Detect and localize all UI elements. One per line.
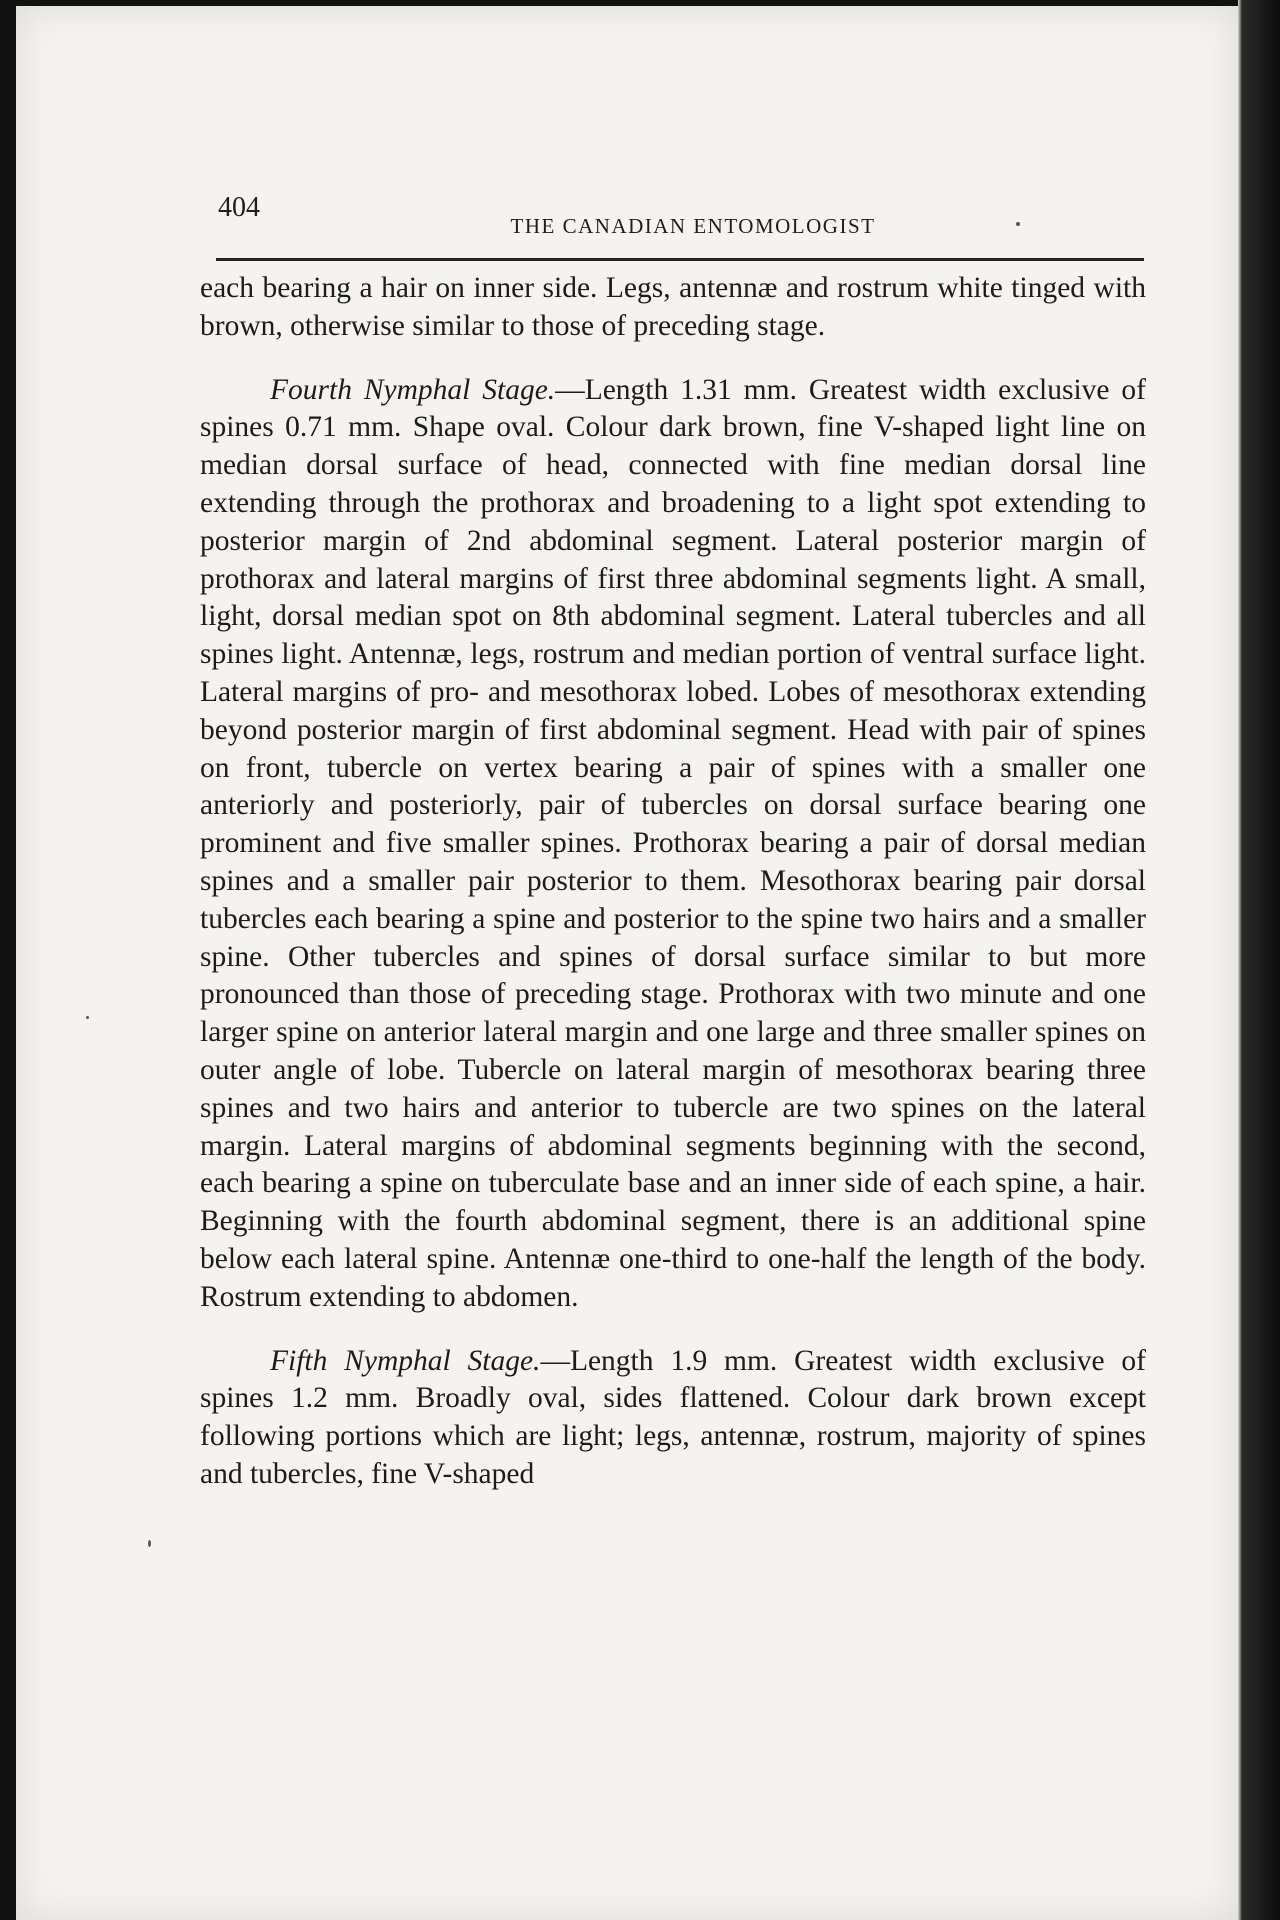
paragraph-text: each bearing a hair on inner side. Legs, antennæ and rostrum white tinged with brown, otherwise similar to those of preceding stage.	[200, 272, 1146, 342]
dust-speck	[148, 1540, 151, 1547]
paragraph-text: —Length 1.9 mm. Greatest width exclusive of spines 1.2 mm. Broadly oval, sides flattened. Colour dark brown except following portions which are light; legs, antennæ, rostrum, majority of spines and tubercles, fine V-shaped	[200, 1344, 1147, 1490]
dust-speck	[86, 1016, 89, 1019]
page-header	[218, 192, 1138, 236]
section-heading: Fourth Nymphal Stage.	[270, 373, 556, 406]
paragraph-continuation	[200, 270, 1146, 346]
paragraph-fifth-nymphal-stage	[200, 1343, 1146, 1494]
running-title: THE CANADIAN ENTOMOLOGIST	[510, 214, 876, 238]
binding-shadow	[1238, 0, 1280, 1920]
article-body	[200, 270, 1146, 1494]
header-rule	[216, 258, 1144, 261]
paragraph-fourth-nymphal-stage	[200, 372, 1146, 1317]
paragraph-text: —Length 1.31 mm. Greatest width exclusive of spines 0.71 mm. Shape oval. Colour dark brown, fine V-shaped light line on median dorsal surface of head, connected with fine median dorsal line extending through the prothorax and broadening to a light spot extending to posterior margin of 2nd abdominal segment. Lateral posterior margin of prothorax and lateral margins of first three abdominal segments light. A small, light, dorsal median spot on 8th abdominal segment. Lateral tubercles and all spines light. Antennæ, legs, rostrum and median portion of ventral surface light. Lateral margins of pro- and mesothorax lobed. Lobes of mesothorax extending beyond posterior margin of first abdominal segment. Head with pair of spines on front, tubercle on vertex bearing a pair of spines with a smaller one anteriorly and posteriorly, pair of tubercles on dorsal surface bearing one prominent and five smaller spines. Prothorax bearing a pair of dorsal median spines and a smaller pair posterior to them. Mesothorax bearing pair dorsal tubercles each bearing a spine and posterior to the spine two hairs and a smaller spine. Other tubercles and spines of dorsal surface similar to but more pronounced than those of preceding stage. Prothorax with two minute and one larger spine on anterior lateral margin and one large and three smaller spines on outer angle of lobe. Tubercle on lateral margin of mesothorax bearing three spines and two hairs and anterior to tubercle are two spines on the lateral margin. Lateral margins of abdominal segments beginning with the second, each bearing a spine on tuberculate base and an inner side of each spine, a hair. Beginning with the fourth abdominal segment, there is an additional spine below each lateral spine. Antennæ one-third to one-half the length of the body. Rostrum extending to abdomen.	[200, 373, 1146, 1313]
page-number: 404	[218, 192, 260, 223]
section-heading: Fifth Nymphal Stage.	[270, 1344, 541, 1377]
